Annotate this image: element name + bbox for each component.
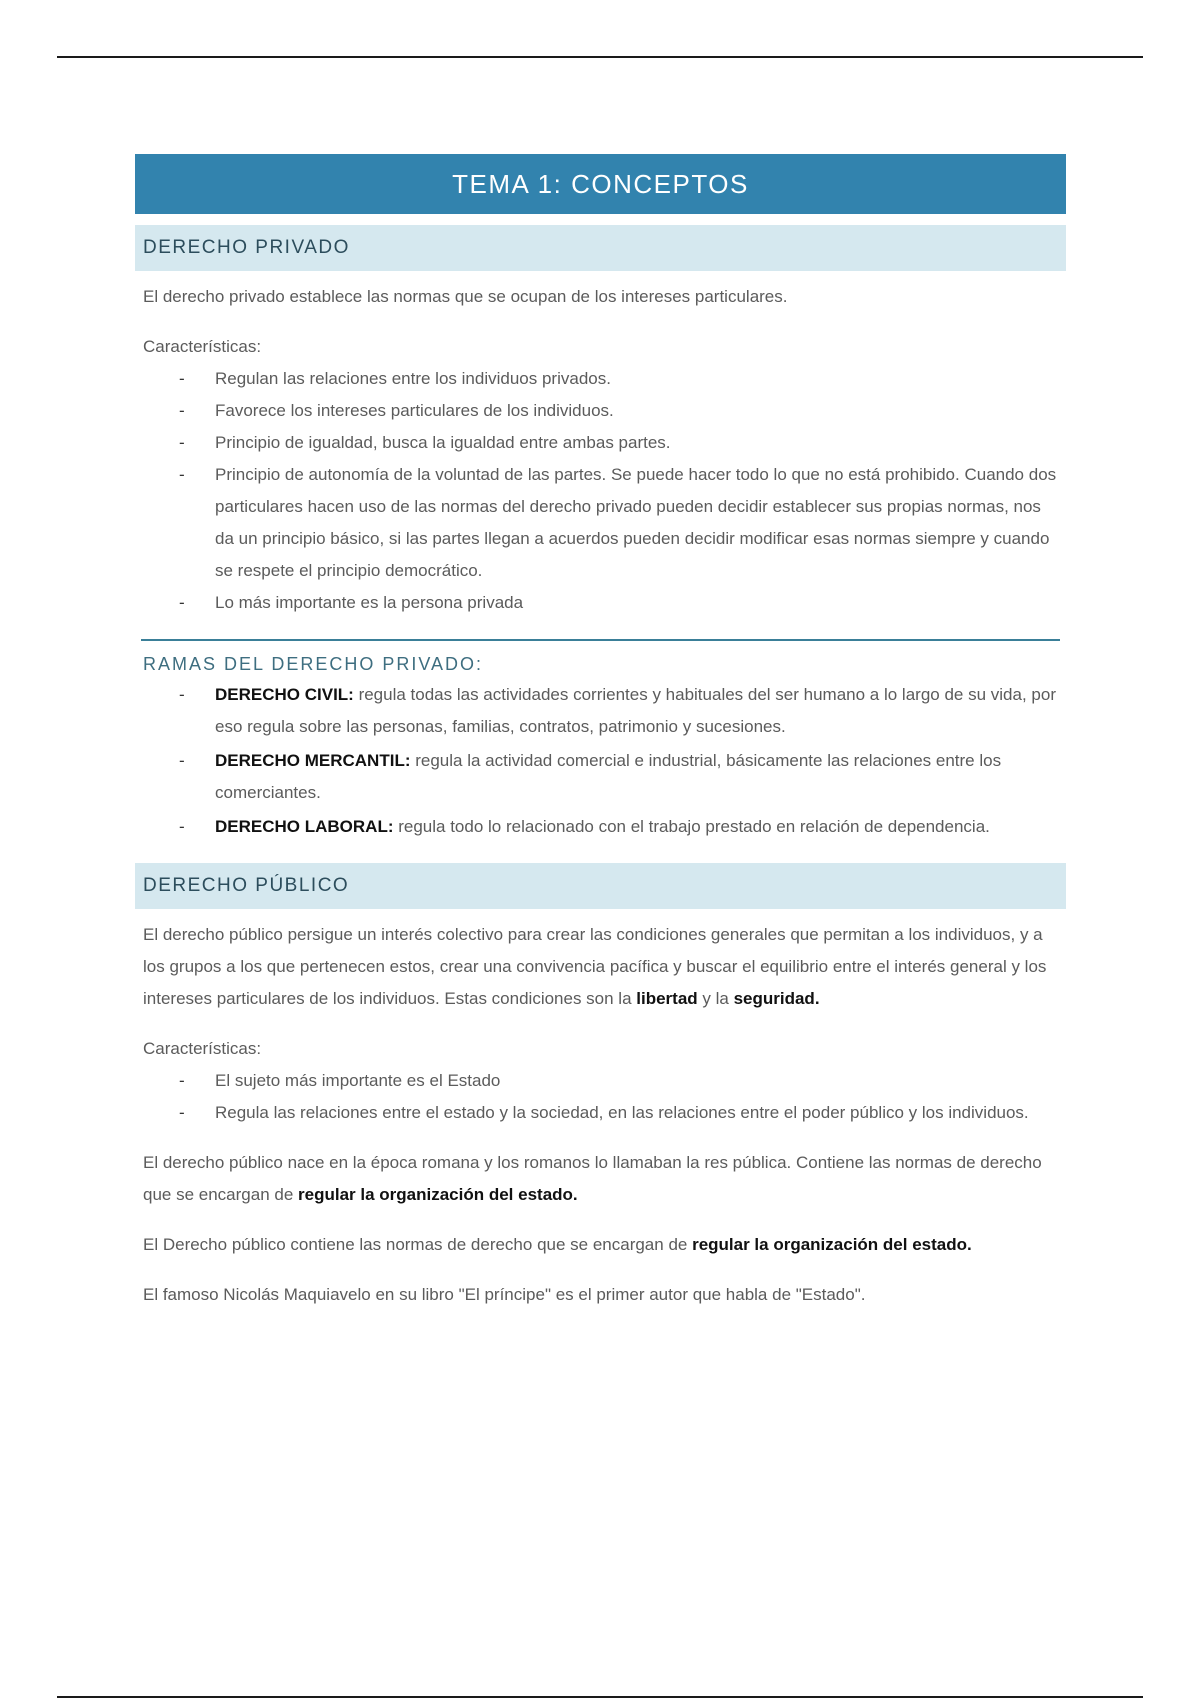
list-item: - Regulan las relaciones entre los individuos privados. [135,363,1066,395]
section-header-derecho-publico: DERECHO PÚBLICO [135,863,1066,909]
dash-bullet: - [179,401,185,420]
list-item: - Lo más importante es la persona privada [135,587,1066,619]
list-item: - Principio de autonomía de la voluntad de las partes. Se puede hacer todo lo que no está prohibido. Cuando dos particulares hacen uso de las normas del derecho privado pueden decidir establecer sus propias normas, nos da un principio básico, si las partes llegan a acuerdos pueden decidir modificar esas normas siempre y cuando se respete el principio democrático. [135,459,1066,587]
emphasis-regular-organizacion: regular la organización del estado. [692,1235,972,1254]
section-header-derecho-privado: DERECHO PRIVADO [135,225,1066,271]
list-item: - Principio de igualdad, busca la igualdad entre ambas partes. [135,427,1066,459]
term-seguridad: seguridad. [733,989,820,1008]
subsection-header-ramas: RAMAS DEL DERECHO PRIVADO: [143,654,484,674]
dash-bullet: - [179,1071,185,1090]
document-title: TEMA 1: CONCEPTOS [135,154,1066,214]
dash-bullet: - [179,1103,185,1122]
dash-bullet: - [179,593,185,612]
list-item-derecho-civil: - DERECHO CIVIL: regula todas las actividades corrientes y habituales del ser humano a lo largo de su vida, por eso regula sobre las personas, familias, contratos, patrimonio y sucesiones. [135,679,1066,743]
term-derecho-civil: DERECHO CIVIL: [215,685,354,704]
dash-bullet: - [179,433,185,452]
publico-origen-paragraph: El derecho público nace en la época romana y los romanos lo llamaban la res pública. Contiene las normas de derecho que se encargan de regular la organización del estado. [143,1153,1042,1204]
list-item: - El sujeto más importante es el Estado [135,1065,1066,1097]
privado-intro: El derecho privado establece las normas que se ocupan de los intereses particulares. [143,287,788,306]
publico-caracteristicas-list [135,1065,1066,1129]
ramas-list [135,679,1066,843]
dash-bullet: - [179,465,185,484]
page-bottom-rule [57,1696,1143,1698]
publico-caracteristicas-label: Características: [143,1039,262,1058]
document-body [135,154,1066,1311]
list-item-derecho-laboral: - DERECHO LABORAL: regula todo lo relacionado con el trabajo prestado en relación de dependencia. [135,811,1066,843]
list-item: - Favorece los intereses particulares de los individuos. [135,395,1066,427]
term-derecho-mercantil: DERECHO MERCANTIL: [215,751,411,770]
publico-contiene-paragraph: El Derecho público contiene las normas de derecho que se encargan de regular la organización del estado. [143,1235,972,1254]
list-item-derecho-mercantil: - DERECHO MERCANTIL: regula la actividad comercial e industrial, básicamente las relaciones entre los comerciantes. [135,745,1066,809]
publico-intro: El derecho público persigue un interés colectivo para crear las condiciones generales que permitan a los individuos, y a los grupos a los que pertenecen estos, crear una convivencia pacífica y buscar el equilibrio entre el interés general y los intereses particulares de los individuos. Estas condiciones son la libertad y la seguridad. [143,925,1047,1008]
emphasis-regular-organizacion: regular la organización del estado. [298,1185,578,1204]
dash-bullet: - [179,369,185,388]
dash-bullet: - [179,751,185,770]
dash-bullet: - [179,817,185,836]
dash-bullet: - [179,685,185,704]
page-top-rule [57,56,1143,58]
publico-maquiavelo-paragraph: El famoso Nicolás Maquiavelo en su libro "El príncipe" es el primer autor que habla de "Estado". [143,1285,866,1304]
term-libertad: libertad [636,989,698,1008]
privado-caracteristicas-label: Características: [143,337,262,356]
privado-caracteristicas-list [135,363,1066,619]
term-derecho-laboral: DERECHO LABORAL: [215,817,394,836]
section-divider [141,639,1060,641]
list-item: - Regula las relaciones entre el estado y la sociedad, en las relaciones entre el poder público y los individuos. [135,1097,1066,1129]
